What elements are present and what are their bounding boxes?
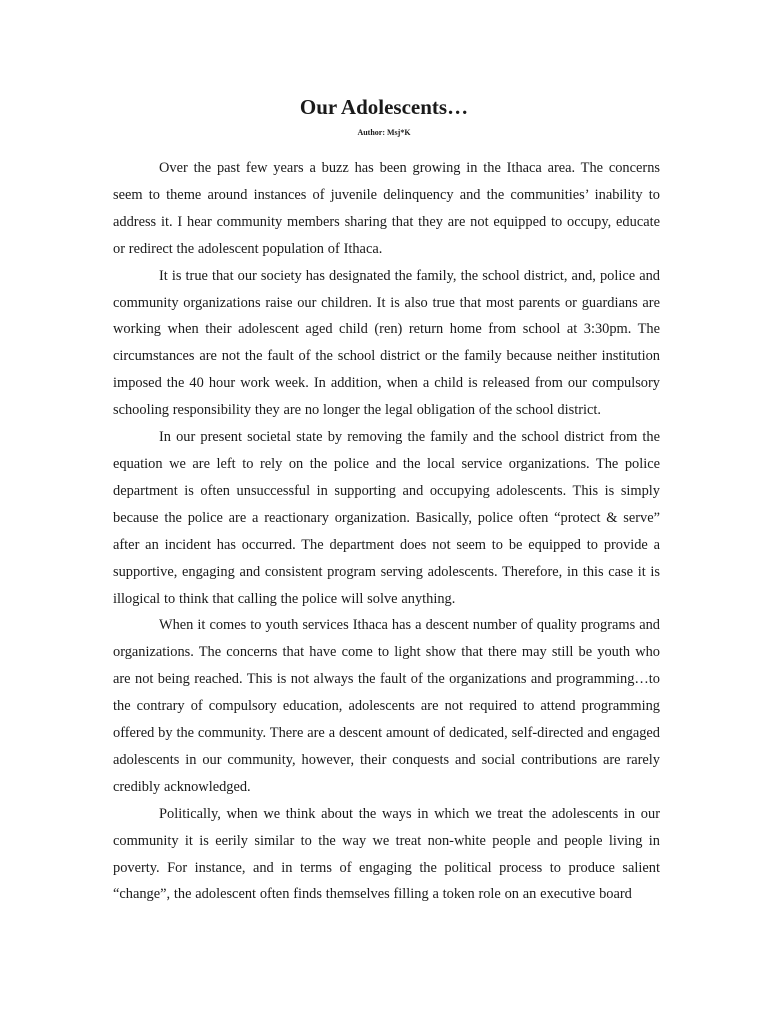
document-body — [113, 155, 660, 908]
paragraph: In our present societal state by removing the family and the school district from the equation we are left to rely on the police and the local service organizations. The police department is often unsuccessful in supporting and occupying adolescents. This is simply because the police are a reactionary organization. Basically, police often “protect & serve” after an incident has occurred. The department does not seem to be equipped to provide a supportive, engaging and consistent program serving adolescents. Therefore, in this case it is illogical to think that calling the police will solve anything. — [113, 429, 660, 607]
paragraph: Politically, when we think about the ways in which we treat the adolescents in our community it is eerily similar to the way we treat non-white people and people living in poverty. For instance, and in terms of engaging the political process to produce salient “change”, the adolescent often finds themselves filling a token role on an executive board — [113, 805, 660, 903]
author-line: Author: Msj*K — [357, 128, 411, 137]
paragraph: When it comes to youth services Ithaca has a descent number of quality programs and organizations. The concerns that have come to light show that there may still be youth who are not being reached. This is not always the fault of the organizations and programming…to the contrary of compulsory education, adolescents are not required to attend programming offered by the community. There are a descent amount of dedicated, self-directed and engaged adolescents in our community, however, their conquests and social contributions are rarely credibly acknowledged. — [113, 617, 660, 795]
paragraph: It is true that our society has designated the family, the school district, and, police and community organizations raise our children. It is also true that most parents or guardians are working when their adolescent aged child (ren) return home from school at 3:30pm. The circumstances are not the fault of the school district or the family because neither institution imposed the 40 hour work week. In addition, when a child is released from our compulsory schooling responsibility they are no longer the legal obligation of the school district. — [113, 267, 660, 419]
document-title: Our Adolescents… — [299, 95, 469, 119]
paragraph: Over the past few years a buzz has been growing in the Ithaca area. The concerns seem to theme around instances of juvenile delinquency and the communities’ inability to address it. I hear community members sharing that they are not equipped to occupy, educate or redirect the adolescent population of Ithaca. — [113, 160, 660, 257]
